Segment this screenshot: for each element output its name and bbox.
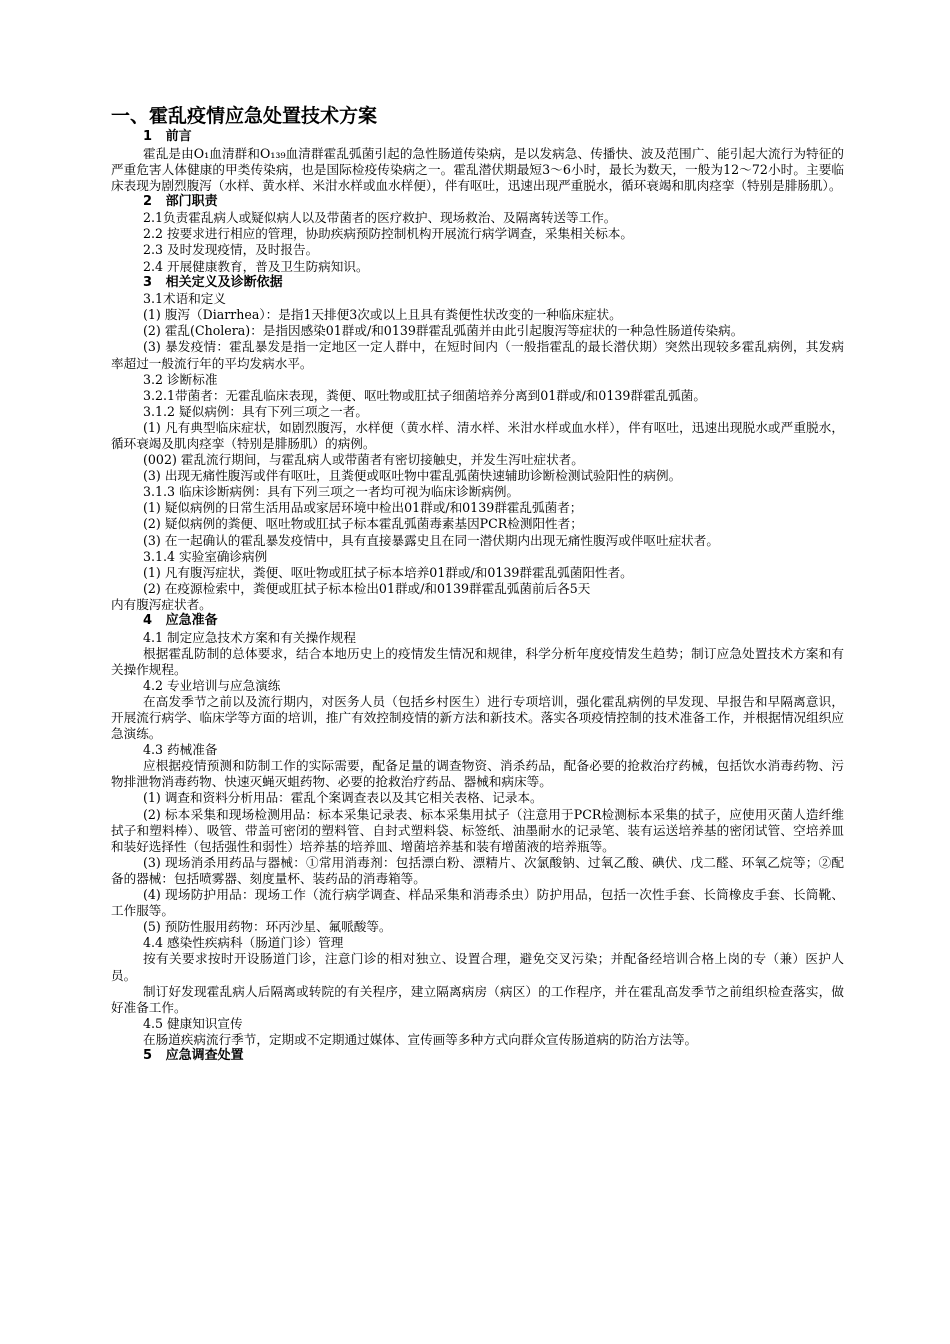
paragraph: 3.1.4 实验室确诊病例: [143, 548, 268, 564]
document-body: [111, 104, 844, 1064]
paragraph: (5) 预防性服用药物：环丙沙星、氟哌酸等。: [143, 919, 392, 935]
paragraph: 3.2.1带菌者：无霍乱临床表现，粪便、呕吐物或肛拭子细菌培养分离到01群或/和0139群霍乱弧菌。: [143, 387, 706, 403]
paragraph: 2.2 按要求进行相应的管理，协助疾病预防控制机构开展流行病学调查，采集相关标本。: [143, 226, 634, 242]
paragraph: 应根据疫情预测和防制工作的实际需要，配备足量的调查物资、消杀药品，配备必要的抢救治疗药械，包括饮水消毒药物、污物排泄物消毒药物、快速灭蝇灭蛆药物、必要的抢救治疗药品、器械和病床等。: [111, 758, 844, 790]
paragraph: 2.4 开展健康教育，普及卫生防病知识。: [143, 258, 369, 274]
paragraph: (4) 现场防护用品：现场工作（流行病学调查、样品采集和消毒杀虫）防护用品，包括一次性手套、长筒橡皮手套、长筒靴、工作服等。: [111, 887, 844, 919]
paragraph: 在高发季节之前以及流行期内，对医务人员（包括乡村医生）进行专项培训，强化霍乱病例的早发现、早报告和早隔离意识，开展流行病学、临床学等方面的培训，推广有效控制疫情的新方法和新技术。落实各项疫情控制的技术准备工作，并根据情况组织应急演练。: [111, 693, 844, 742]
paragraph: 2.3 及时发现疫情，及时报告。: [143, 242, 319, 258]
paragraph: 3.1术语和定义: [143, 291, 226, 307]
paragraph: 4.1 制定应急技术方案和有关操作规程: [143, 629, 356, 645]
paragraph: 3.2 诊断标准: [143, 371, 218, 387]
section-heading: 5 应急调查处置: [143, 1047, 244, 1063]
paragraph: (2) 霍乱(Cholera)：是指因感染01群或/和0139群霍乱弧菌并由此引起腹泻等症状的一种急性肠道传染病。: [143, 323, 744, 339]
paragraph: (1) 调查和资料分析用品：霍乱个案调查表以及其它相关表格、记录本。: [143, 790, 543, 806]
paragraph: (2) 疑似病例的粪便、呕吐物或肛拭子标本霍乱弧菌毒素基因PCR检测阳性者；: [143, 516, 583, 532]
paragraph: (3) 暴发疫情：霍乱暴发是指一定地区一定人群中，在短时间内（一般指霍乱的最长潜伏期）突然出现较多霍乱病例，其发病率超过一般流行年的平均发病水平。: [111, 339, 844, 371]
paragraph: (002) 霍乱流行期间，与霍乱病人或带菌者有密切接触史，并发生泻吐症状者。: [143, 452, 584, 468]
paragraph: 内有腹泻症状者。: [111, 596, 212, 612]
paragraph: 4.5 健康知识宣传: [143, 1015, 243, 1031]
paragraph: 3.1.2 疑似病例：具有下列三项之一者。: [143, 403, 368, 419]
paragraph: (3) 出现无痛性腹泻或伴有呕吐，且粪便或呕吐物中霍乱弧菌快速辅助诊断检测试验阳性的病例。: [143, 468, 682, 484]
paragraph: (2) 在疫源检索中，粪便或肛拭子标本检出01群或/和0139群霍乱弧菌前后各5天: [143, 580, 591, 596]
paragraph: 3.1.3 临床诊断病例：具有下列三项之一者均可视为临床诊断病例。: [143, 484, 520, 500]
paragraph: 制订好发现霍乱病人后隔离或转院的有关程序，建立隔离病房（病区）的工作程序，并在霍乱高发季节之前组织检查落实，做好准备工作。: [111, 983, 844, 1015]
paragraph: (3) 现场消杀用药品与器械：①常用消毒剂：包括漂白粉、漂精片、次氯酸钠、过氧乙酸、碘伏、戊二醛、环氧乙烷等；②配备的器械：包括喷雾器、刻度量杯、装药品的消毒箱等。: [111, 854, 844, 886]
section-heading: 1 前言: [143, 129, 192, 144]
paragraph: 按有关要求按时开设肠道门诊，注意门诊的相对独立、设置合理，避免交叉污染；并配备经培训合格上岗的专（兼）医护人员。: [111, 951, 844, 983]
paragraph: 在肠道疾病流行季节，定期或不定期通过媒体、宣传画等多种方式向群众宣传肠道病的防治方法等。: [143, 1031, 698, 1047]
paragraph: (2) 标本采集和现场检测用品：标本采集记录表、标本采集用拭子（注意用于PCR检测标本采集的拭子，应使用灭菌人造纤维拭子和塑料棒）、吸管、带盖可密闭的塑料管、自封式塑料袋、标签纸、油墨耐水的记录笔、装有运送培养基的密闭试管、空培养皿和装好选择性（包括强性和弱性）培养基的培养皿、增菌培养基和装有增菌液的培养瓶等。: [111, 806, 844, 854]
paragraph: (1) 疑似病例的日常生活用品或家居环境中检出01群或/和0139群霍乱弧菌者；: [143, 500, 583, 516]
paragraph: (3) 在一起确认的霍乱暴发疫情中，具有直接暴露史且在同一潜伏期内出现无痛性腹泻或伴呕吐症状者。: [143, 532, 719, 548]
document-title: 一、霍乱疫情应急处置技术方案: [111, 105, 378, 127]
section-heading: 3 相关定义及诊断依据: [143, 274, 283, 290]
paragraph: 4.3 药械准备: [143, 742, 218, 758]
paragraph: 霍乱是由O₁血清群和O₁₃₉血清群霍乱弧菌引起的急性肠道传染病，是以发病急、传播快、波及范围广、能引起大流行为特征的严重危害人体健康的甲类传染病，也是国际检疫传染病之一。霍乱潜伏期最短3～6小时，最长为数天，一般为12～72小时。主要临床表现为剧烈腹泻（水样、黄水样、米泔水样或血水样便），伴有呕吐，迅速出现严重脱水，循环衰竭和肌肉痉挛（特别是腓肠肌）。: [111, 145, 844, 193]
paragraph: 2.1负责霍乱病人或疑似病人以及带菌者的医疗救护、现场救治、及隔离转送等工作。: [143, 210, 617, 226]
paragraph: 根据霍乱防制的总体要求，结合本地历史上的疫情发生情况和规律，科学分析年度疫情发生趋势；制订应急处置技术方案和有关操作规程。: [111, 645, 844, 677]
paragraph: 4.2 专业培训与应急演练: [143, 677, 281, 693]
paragraph: (1) 腹泻（Diarrhea）：是指1天排便3次或以上且具有粪便性状改变的一种临床症状。: [143, 307, 622, 323]
paragraph: (1) 凡有腹泻症状，粪便、呕吐物或肛拭子标本培养01群或/和0139群霍乱弧菌阳性者。: [143, 564, 633, 580]
document-content: [111, 129, 844, 1064]
section-heading: 4 应急准备: [143, 613, 218, 629]
paragraph: 4.4 感染性疾病科（肠道门诊）管理: [143, 935, 344, 951]
paragraph: (1) 凡有典型临床症状，如剧烈腹泻，水样便（黄水样、清水样、米泔水样或血水样），伴有呕吐，迅速出现脱水或严重脱水，循环衰竭及肌肉痉挛（特别是腓肠肌）的病例。: [111, 419, 844, 451]
section-heading: 2 部门职责: [143, 193, 218, 209]
